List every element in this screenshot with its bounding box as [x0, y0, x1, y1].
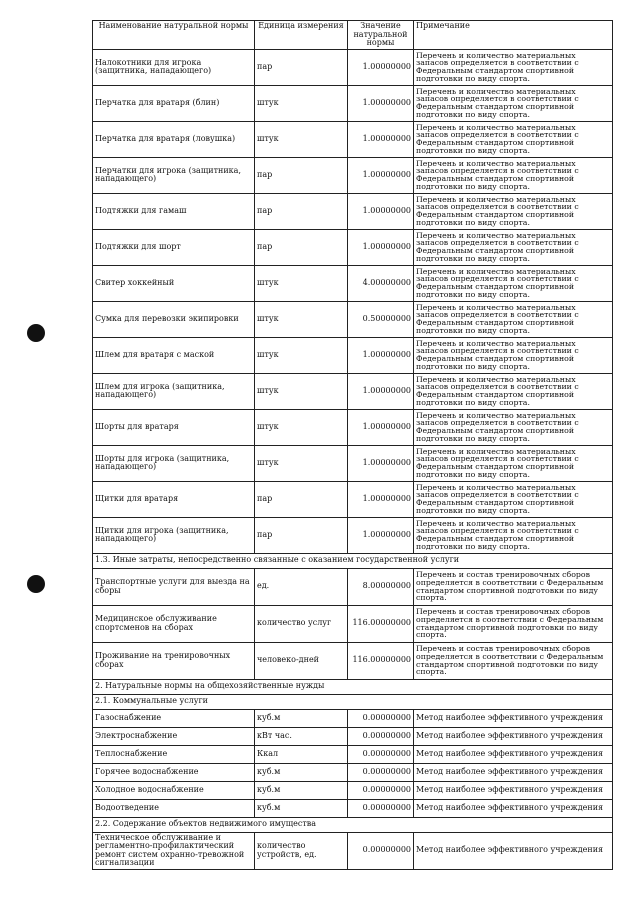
norm-note: Перечень и количество материальных запасов определяется в соответствии с Федеральным стандартом спортивной подготовки по виду спорта.: [414, 445, 613, 481]
norm-name: Транспортные услуги для выезда на сборы: [93, 568, 255, 605]
norm-unit: ед.: [255, 568, 348, 605]
norm-value: 116.00000000: [348, 605, 414, 642]
norm-name: Техническое обслуживание и регламентно-профилактический ремонт систем охранно-тревожной сигнализации: [93, 832, 255, 869]
norm-unit: штук: [255, 409, 348, 445]
table-row: [93, 745, 613, 763]
punch-hole-mark: [27, 324, 45, 342]
norm-value: 1.00000000: [348, 157, 414, 193]
norm-name: Подтяжки для гамаш: [93, 193, 255, 229]
norm-value: 1.00000000: [348, 121, 414, 157]
section-row: [93, 553, 613, 568]
table-row: [93, 517, 613, 553]
norm-unit: штук: [255, 445, 348, 481]
norm-unit: количество устройств, ед.: [255, 832, 348, 869]
norm-value: 0.00000000: [348, 799, 414, 817]
norm-value: 1.00000000: [348, 445, 414, 481]
norm-unit: куб.м: [255, 799, 348, 817]
norm-value: 0.00000000: [348, 832, 414, 869]
section-title: 2.1. Коммунальные услуги: [93, 694, 613, 709]
norm-name: Шлем для вратаря с маской: [93, 337, 255, 373]
norm-name: Шорты для игрока (защитника, нападающего): [93, 445, 255, 481]
norm-name: Свитер хоккейный: [93, 265, 255, 301]
table-row: [93, 373, 613, 409]
norm-unit: штук: [255, 373, 348, 409]
norm-value: 0.00000000: [348, 727, 414, 745]
norms-table: [92, 20, 613, 870]
table-row: [93, 799, 613, 817]
norm-note: Перечень и количество материальных запасов определяется в соответствии с Федеральным стандартом спортивной подготовки по виду спорта.: [414, 157, 613, 193]
table-row: [93, 337, 613, 373]
header-name: Наименование натуральной нормы: [93, 21, 255, 50]
table-row: [93, 727, 613, 745]
norm-value: 1.00000000: [348, 337, 414, 373]
norm-name: Водоотведение: [93, 799, 255, 817]
norm-name: Перчатка для вратаря (блин): [93, 85, 255, 121]
norm-note: Метод наиболее эффективного учреждения: [414, 745, 613, 763]
norm-unit: пар: [255, 49, 348, 85]
norm-name: Газоснабжение: [93, 709, 255, 727]
table-row: [93, 445, 613, 481]
norm-note: Перечень и количество материальных запасов определяется в соответствии с Федеральным стандартом спортивной подготовки по виду спорта.: [414, 337, 613, 373]
norm-name: Проживание на тренировочных сборах: [93, 642, 255, 679]
section-row: [93, 817, 613, 832]
norm-unit: штук: [255, 121, 348, 157]
header-note: Примечание: [414, 21, 613, 50]
norm-value: 1.00000000: [348, 49, 414, 85]
norm-note: Перечень и количество материальных запасов определяется в соответствии с Федеральным стандартом спортивной подготовки по виду спорта.: [414, 193, 613, 229]
section-row: [93, 694, 613, 709]
table-row: [93, 481, 613, 517]
norm-unit: пар: [255, 481, 348, 517]
table-row: [93, 568, 613, 605]
norm-unit: пар: [255, 157, 348, 193]
punch-hole-mark: [27, 575, 45, 593]
norm-note: Перечень и количество материальных запасов определяется в соответствии с Федеральным стандартом спортивной подготовки по виду спорта.: [414, 49, 613, 85]
header-value: Значение натуральной нормы: [348, 21, 414, 50]
norm-value: 1.00000000: [348, 517, 414, 553]
norm-unit: пар: [255, 193, 348, 229]
norm-value: 1.00000000: [348, 193, 414, 229]
norm-value: 116.00000000: [348, 642, 414, 679]
norm-unit: человеко-дней: [255, 642, 348, 679]
table-row: [93, 642, 613, 679]
norm-note: Перечень и количество материальных запасов определяется в соответствии с Федеральным стандартом спортивной подготовки по виду спорта.: [414, 85, 613, 121]
norm-name: Перчатки для игрока (защитника, нападающего): [93, 157, 255, 193]
norm-note: Метод наиболее эффективного учреждения: [414, 781, 613, 799]
norm-note: Перечень и количество материальных запасов определяется в соответствии с Федеральным стандартом спортивной подготовки по виду спорта.: [414, 229, 613, 265]
norm-unit: куб.м: [255, 709, 348, 727]
section-title: 2. Натуральные нормы на общехозяйственные нужды: [93, 679, 613, 694]
norm-note: Перечень и состав тренировочных сборов определяется в соответствии с Федеральным стандартом спортивной подготовки по виду спорта.: [414, 642, 613, 679]
norm-note: Перечень и количество материальных запасов определяется в соответствии с Федеральным стандартом спортивной подготовки по виду спорта.: [414, 301, 613, 337]
norm-name: Медицинское обслуживание спортсменов на сборах: [93, 605, 255, 642]
norm-name: Теплоснабжение: [93, 745, 255, 763]
norm-value: 1.00000000: [348, 85, 414, 121]
norm-note: Метод наиболее эффективного учреждения: [414, 709, 613, 727]
norm-name: Электроснабжение: [93, 727, 255, 745]
norm-value: 1.00000000: [348, 229, 414, 265]
table-row: [93, 121, 613, 157]
norm-note: Метод наиболее эффективного учреждения: [414, 799, 613, 817]
table-row: [93, 85, 613, 121]
norm-name: Щитки для игрока (защитника, нападающего): [93, 517, 255, 553]
norm-name: Шорты для вратаря: [93, 409, 255, 445]
norm-unit: куб.м: [255, 781, 348, 799]
norm-unit: куб.м: [255, 763, 348, 781]
norm-value: 1.00000000: [348, 373, 414, 409]
norm-note: Перечень и количество материальных запасов определяется в соответствии с Федеральным стандартом спортивной подготовки по виду спорта.: [414, 409, 613, 445]
norm-unit: пар: [255, 517, 348, 553]
norm-note: Перечень и количество материальных запасов определяется в соответствии с Федеральным стандартом спортивной подготовки по виду спорта.: [414, 121, 613, 157]
norm-name: Сумка для перевозки экипировки: [93, 301, 255, 337]
norm-note: Перечень и количество материальных запасов определяется в соответствии с Федеральным стандартом спортивной подготовки по виду спорта.: [414, 481, 613, 517]
table-row: [93, 832, 613, 869]
norm-value: 0.00000000: [348, 781, 414, 799]
norm-unit: кВт час.: [255, 727, 348, 745]
norm-name: Шлем для игрока (защитника, нападающего): [93, 373, 255, 409]
section-title: 2.2. Содержание объектов недвижимого имущества: [93, 817, 613, 832]
table-row: [93, 763, 613, 781]
norm-value: 0.00000000: [348, 745, 414, 763]
norm-unit: штук: [255, 85, 348, 121]
norm-note: Метод наиболее эффективного учреждения: [414, 763, 613, 781]
norm-unit: пар: [255, 229, 348, 265]
norm-value: 0.00000000: [348, 709, 414, 727]
section-row: [93, 679, 613, 694]
header-unit: Единица измерения: [255, 21, 348, 50]
norm-note: Метод наиболее эффективного учреждения: [414, 832, 613, 869]
table-row: [93, 157, 613, 193]
norm-note: Метод наиболее эффективного учреждения: [414, 727, 613, 745]
norm-note: Перечень и количество материальных запасов определяется в соответствии с Федеральным стандартом спортивной подготовки по виду спорта.: [414, 517, 613, 553]
norm-unit: штук: [255, 337, 348, 373]
table-header-row: [93, 21, 613, 50]
norm-note: Перечень и состав тренировочных сборов определяется в соответствии с Федеральным стандартом спортивной подготовки по виду спорта.: [414, 568, 613, 605]
norm-value: 1.00000000: [348, 409, 414, 445]
norm-name: Подтяжки для шорт: [93, 229, 255, 265]
table-row: [93, 301, 613, 337]
norm-name: Налокотники для игрока (защитника, нападающего): [93, 49, 255, 85]
norm-unit: штук: [255, 301, 348, 337]
norm-name: Щитки для вратаря: [93, 481, 255, 517]
table-row: [93, 781, 613, 799]
table-row: [93, 709, 613, 727]
section-title: 1.3. Иные затраты, непосредственно связанные с оказанием государственной услуги: [93, 553, 613, 568]
norm-unit: Ккал: [255, 745, 348, 763]
norm-value: 0.50000000: [348, 301, 414, 337]
table-row: [93, 193, 613, 229]
table-row: [93, 265, 613, 301]
table-row: [93, 605, 613, 642]
norm-note: Перечень и количество материальных запасов определяется в соответствии с Федеральным стандартом спортивной подготовки по виду спорта.: [414, 373, 613, 409]
norm-note: Перечень и состав тренировочных сборов определяется в соответствии с Федеральным стандартом спортивной подготовки по виду спорта.: [414, 605, 613, 642]
norm-name: Перчатка для вратаря (ловушка): [93, 121, 255, 157]
table-row: [93, 229, 613, 265]
norm-unit: штук: [255, 265, 348, 301]
norm-note: Перечень и количество материальных запасов определяется в соответствии с Федеральным стандартом спортивной подготовки по виду спорта.: [414, 265, 613, 301]
norm-value: 1.00000000: [348, 481, 414, 517]
norm-value: 0.00000000: [348, 763, 414, 781]
norm-value: 8.00000000: [348, 568, 414, 605]
norm-name: Горячее водоснабжение: [93, 763, 255, 781]
table-row: [93, 409, 613, 445]
table-row: [93, 49, 613, 85]
norm-value: 4.00000000: [348, 265, 414, 301]
norm-unit: количество услуг: [255, 605, 348, 642]
norm-name: Холодное водоснабжение: [93, 781, 255, 799]
